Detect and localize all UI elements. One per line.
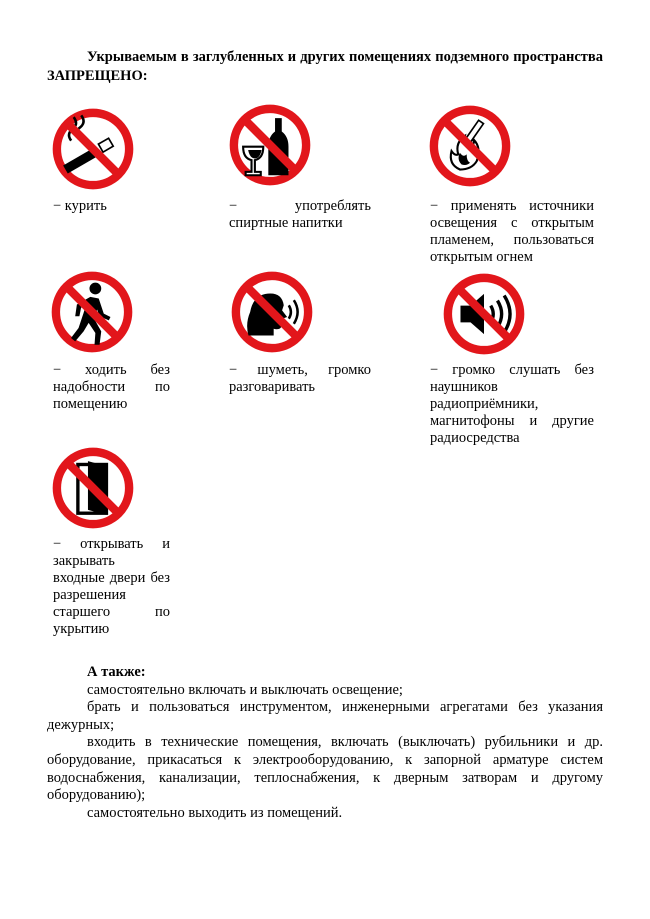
- no-open-flame-icon: [428, 104, 512, 188]
- no-loud-talking-icon: [230, 270, 314, 354]
- also-item: входить в технические помещения, включать (выключать) рубильники и др. оборудование, прикасаться к электрооборудованию, к запорной арматуре систем водоснабжения, канализации, теплоснабжения, к дверным затворам и другому оборудованию);: [47, 734, 603, 804]
- sign-caption: − шуметь, громко разговаривать: [229, 362, 371, 395]
- sign-caption: − употреблять спиртные напитки: [229, 198, 371, 231]
- sign-caption: − громко слушать без наушников радиоприёмники, магнитофоны и другие радиосредства: [430, 362, 594, 446]
- no-open-door-icon: [51, 446, 135, 530]
- sign-caption: − ходить без надобности по помещению: [53, 362, 170, 412]
- no-alcohol-icon: [228, 103, 312, 187]
- sign-caption: − курить: [53, 198, 107, 214]
- also-title: А также:: [87, 664, 146, 680]
- also-section: [47, 664, 603, 822]
- no-walking-icon: [50, 270, 134, 354]
- heading: Укрываемым в заглубленных и других помещениях подземного пространства ЗАПРЕЩЕНО:: [47, 49, 603, 84]
- also-item: самостоятельно выходить из помещений.: [87, 804, 343, 821]
- no-loud-sound-icon: [442, 272, 526, 356]
- also-item: брать и пользоваться инструментом, инженерными агрегатами без указания дежурных;: [47, 699, 603, 733]
- sign-caption: − применять источники освещения с открытым пламенем, пользоваться открытым огнем: [430, 198, 594, 265]
- also-item: самостоятельно включать и выключать освещение;: [87, 681, 403, 698]
- no-smoking-icon: [51, 107, 135, 191]
- sign-caption: − открывать и закрывать входные двери без разрешения старшего по укрытию: [53, 536, 170, 637]
